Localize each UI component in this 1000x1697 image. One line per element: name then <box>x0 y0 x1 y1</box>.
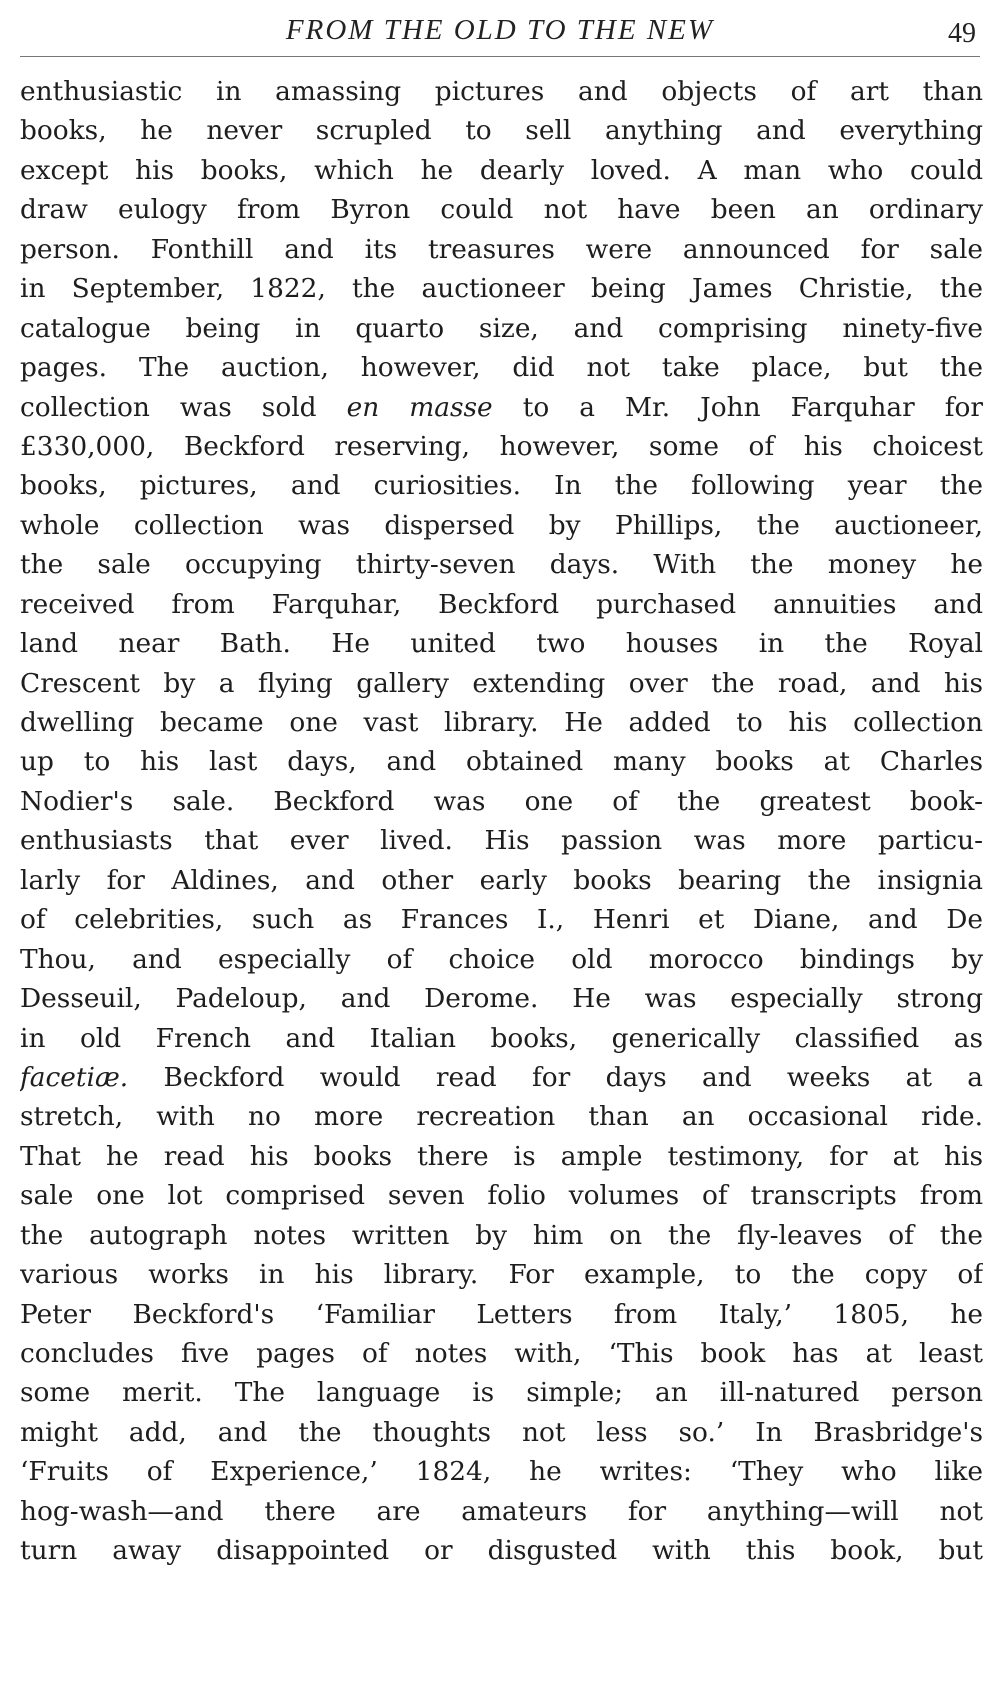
running-header <box>20 4 980 56</box>
text-line: enthusiasts that ever lived. His passion was more particu- <box>20 825 983 857</box>
text-segment: collection was sold <box>20 391 347 423</box>
text-line: in old French and Italian books, generically classified as <box>20 1022 983 1054</box>
italic-phrase: facetiæ. <box>20 1061 129 1093</box>
text-line: might add, and the thoughts not less so.’ In Brasbridge's <box>20 1416 983 1448</box>
text-line: dwelling became one vast library. He added to his collection <box>20 707 983 738</box>
text-line: draw eulogy from Byron could not have been an ordinary <box>20 194 983 226</box>
text-line: books, pictures, and curiosities. In the following year the <box>20 470 983 502</box>
text-line: Thou, and especially of choice old morocco bindings by <box>20 943 983 975</box>
text-line: £330,000, Beckford reserving, however, some of his choicest <box>20 430 983 462</box>
text-segment: to a Mr. John Farquhar for <box>492 391 983 423</box>
text-line: various works in his library. For example, to the copy of <box>20 1259 983 1291</box>
text-line: enthusiastic in amassing pictures and objects of art than <box>20 76 983 107</box>
text-line: catalogue being in quarto size, and comprising ninety-five <box>20 312 983 344</box>
text-line: of celebrities, such as Frances I., Henri et Diane, and De <box>20 904 983 936</box>
text-line: the sale occupying thirty-seven days. With the money he <box>20 549 983 581</box>
text-line: except his books, which he dearly loved. A man who could <box>20 154 983 186</box>
text-line: ‘Fruits of Experience,’ 1824, he writes: ‘They who like <box>20 1456 983 1488</box>
text-line: received from Farquhar, Beckford purchased annuities and <box>20 588 983 620</box>
text-line: some merit. The language is simple; an ill-natured person <box>20 1377 983 1409</box>
text-line <box>20 1058 983 1097</box>
text-line: Desseuil, Padeloup, and Derome. He was especially strong <box>20 983 983 1015</box>
header-rule <box>20 56 980 57</box>
running-title: FROM THE OLD TO THE NEW <box>285 14 715 46</box>
text-line: hog-wash—and there are amateurs for anything—will not <box>20 1495 983 1527</box>
text-line: pages. The auction, however, did not take place, but the <box>20 352 983 384</box>
text-line: stretch, with no more recreation than an occasional ride. <box>20 1101 983 1133</box>
text-line: turn away disappointed or disgusted with this book, but <box>20 1535 983 1567</box>
text-line: Nodier's sale. Beckford was one of the greatest book- <box>20 785 983 817</box>
text-line: person. Fonthill and its treasures were announced for sale <box>20 233 983 265</box>
text-line: up to his last days, and obtained many books at Charles <box>20 746 983 778</box>
text-line: whole collection was dispersed by Phillips, the auctioneer, <box>20 509 983 541</box>
text-line: books, he never scrupled to sell anything and everything <box>20 115 983 147</box>
text-line: Crescent by a flying gallery extending over the road, and his <box>20 667 983 699</box>
text-line: larly for Aldines, and other early books bearing the insignia <box>20 864 983 896</box>
text-line: land near Bath. He united two houses in the Royal <box>20 628 983 660</box>
text-line: sale one lot comprised seven folio volumes of transcripts from <box>20 1180 983 1212</box>
text-line: concludes five pages of notes with, ‘This book has at least <box>20 1338 983 1369</box>
text-line: That he read his books there is ample testimony, for at his <box>20 1140 983 1172</box>
page-number: 49 <box>948 18 976 49</box>
body-text <box>20 72 983 1571</box>
text-line: the autograph notes written by him on the fly-leaves of the <box>20 1219 983 1251</box>
text-segment: Beckford would read for days and weeks at a <box>128 1061 983 1093</box>
text-line <box>20 388 983 427</box>
text-line: Peter Beckford's ‘Familiar Letters from Italy,’ 1805, he <box>20 1298 983 1330</box>
text-line: in September, 1822, the auctioneer being James Christie, the <box>20 273 983 305</box>
italic-phrase: en masse <box>346 391 493 423</box>
